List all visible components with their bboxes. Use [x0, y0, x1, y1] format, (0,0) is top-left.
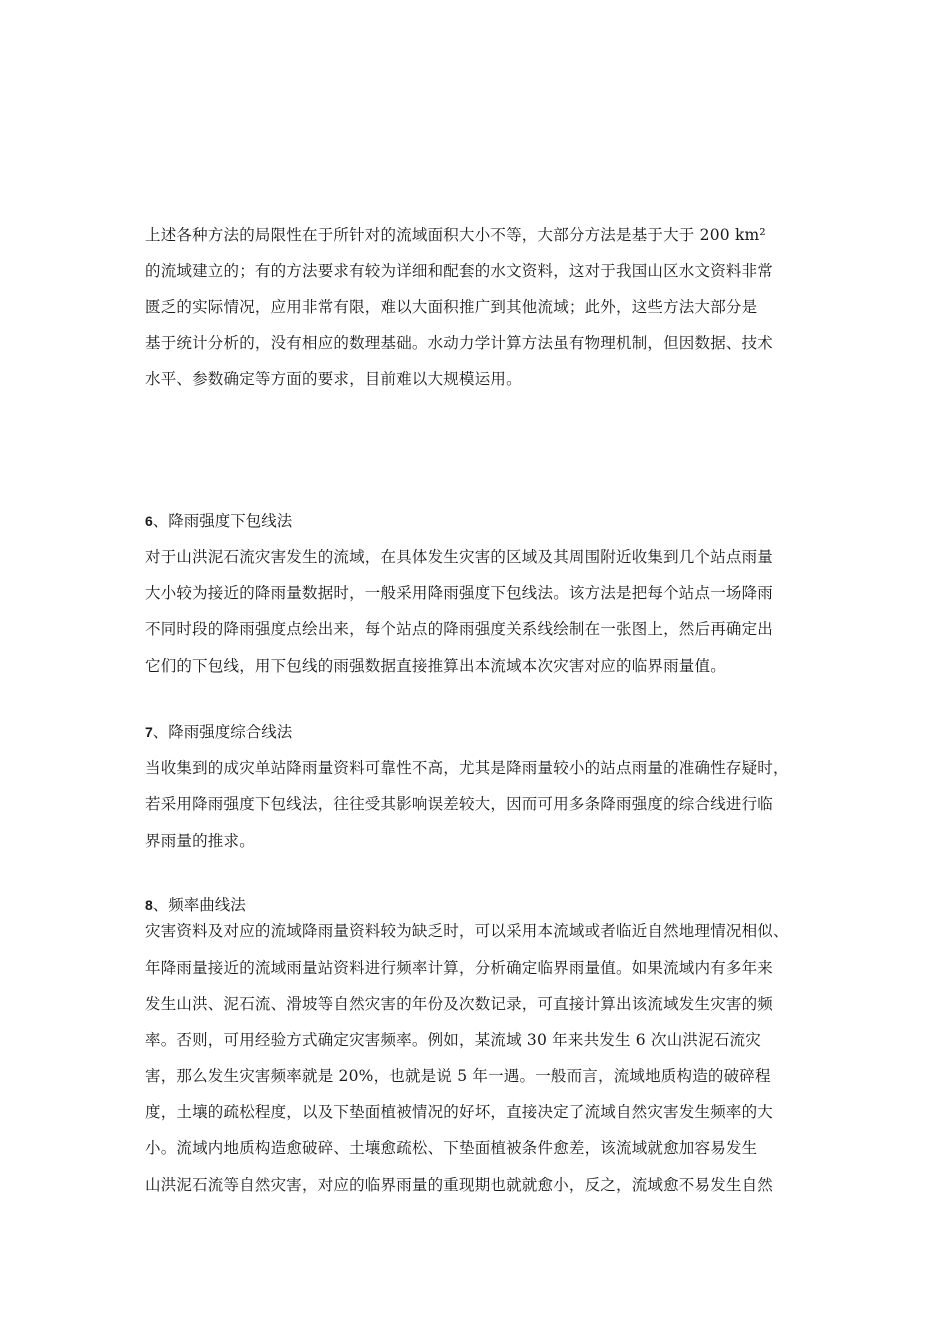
section-heading-7	[145, 722, 292, 742]
text-line: 基于统计分析的，没有相应的数理基础。水动力学计算方法虽有物理机制，但因数据、技术	[145, 334, 774, 352]
text-line: 上述各种方法的局限性在于所针对的流域面积大小不等，大部分方法是基于大于 200 km²	[145, 226, 766, 244]
text-line: 界雨量的推求。	[145, 832, 255, 850]
text-line: 当收集到的成灾单站降雨量资料可靠性不高，尤其是降雨量较小的站点雨量的准确性存疑时，	[145, 759, 789, 777]
text-line: 度，土壤的疏松程度，以及下垫面植被情况的好坏，直接决定了流域自然灾害发生频率的大	[145, 1103, 774, 1121]
section-number: 6	[145, 513, 153, 529]
section-heading-6	[145, 511, 292, 531]
text-line: 不同时段的降雨强度点绘出来，每个站点的降雨强度关系线绘制在一张图上，然后再确定出	[145, 620, 774, 638]
text-line: 发生山洪、泥石流、滑坡等自然灾害的年份及次数记录，可直接计算出该流域发生灾害的频	[145, 995, 774, 1013]
text-line: 大小较为接近的降雨量数据时，一般采用降雨强度下包线法。该方法是把每个站点一场降雨	[145, 584, 774, 602]
section-title: 、频率曲线法	[152, 896, 246, 914]
text-line: 害，那么发生灾害频率就是 20%，也就是说 5 年一遇。一般而言，流域地质构造的破碎程	[145, 1067, 771, 1085]
text-line: 山洪泥石流等自然灾害，对应的临界雨量的重现期也就就愈小，反之，流域愈不易发生自然	[145, 1176, 774, 1194]
text-line: 灾害资料及对应的流域降雨量资料较为缺乏时，可以采用本流域或者临近自然地理情况相似、	[145, 922, 789, 940]
section-title: 、降雨强度综合线法	[152, 723, 293, 741]
text-line: 对于山洪泥石流灾害发生的流域，在具体发生灾害的区域及其周围附近收集到几个站点雨量	[145, 548, 774, 566]
text-line: 年降雨量接近的流域雨量站资料进行频率计算，分析确定临界雨量值。如果流域内有多年来	[145, 959, 774, 977]
text-line: 小。流域内地质构造愈破碎、土壤愈疏松、下垫面植被条件愈差，该流域就愈加容易发生	[145, 1139, 758, 1157]
text-line: 水平、参数确定等方面的要求，目前难以大规模运用。	[145, 370, 522, 388]
text-line: 若采用降雨强度下包线法，往往受其影响误差较大，因而可用多条降雨强度的综合线进行临	[145, 795, 774, 813]
section-heading-8	[145, 895, 246, 915]
section-number: 7	[145, 724, 153, 740]
section-number: 8	[145, 897, 153, 913]
section-title: 、降雨强度下包线法	[152, 512, 293, 530]
text-line: 它们的下包线，用下包线的雨强数据直接推算出本流域本次灾害对应的临界雨量值。	[145, 657, 726, 675]
text-line: 率。否则，可用经验方式确定灾害频率。例如，某流域 30 年来共发生 6 次山洪泥石流灾	[145, 1031, 761, 1049]
text-line: 匮乏的实际情况，应用非常有限，难以大面积推广到其他流域；此外，这些方法大部分是	[145, 298, 758, 316]
text-line: 的流域建立的；有的方法要求有较为详细和配套的水文资料，这对于我国山区水文资料非常	[145, 262, 774, 280]
